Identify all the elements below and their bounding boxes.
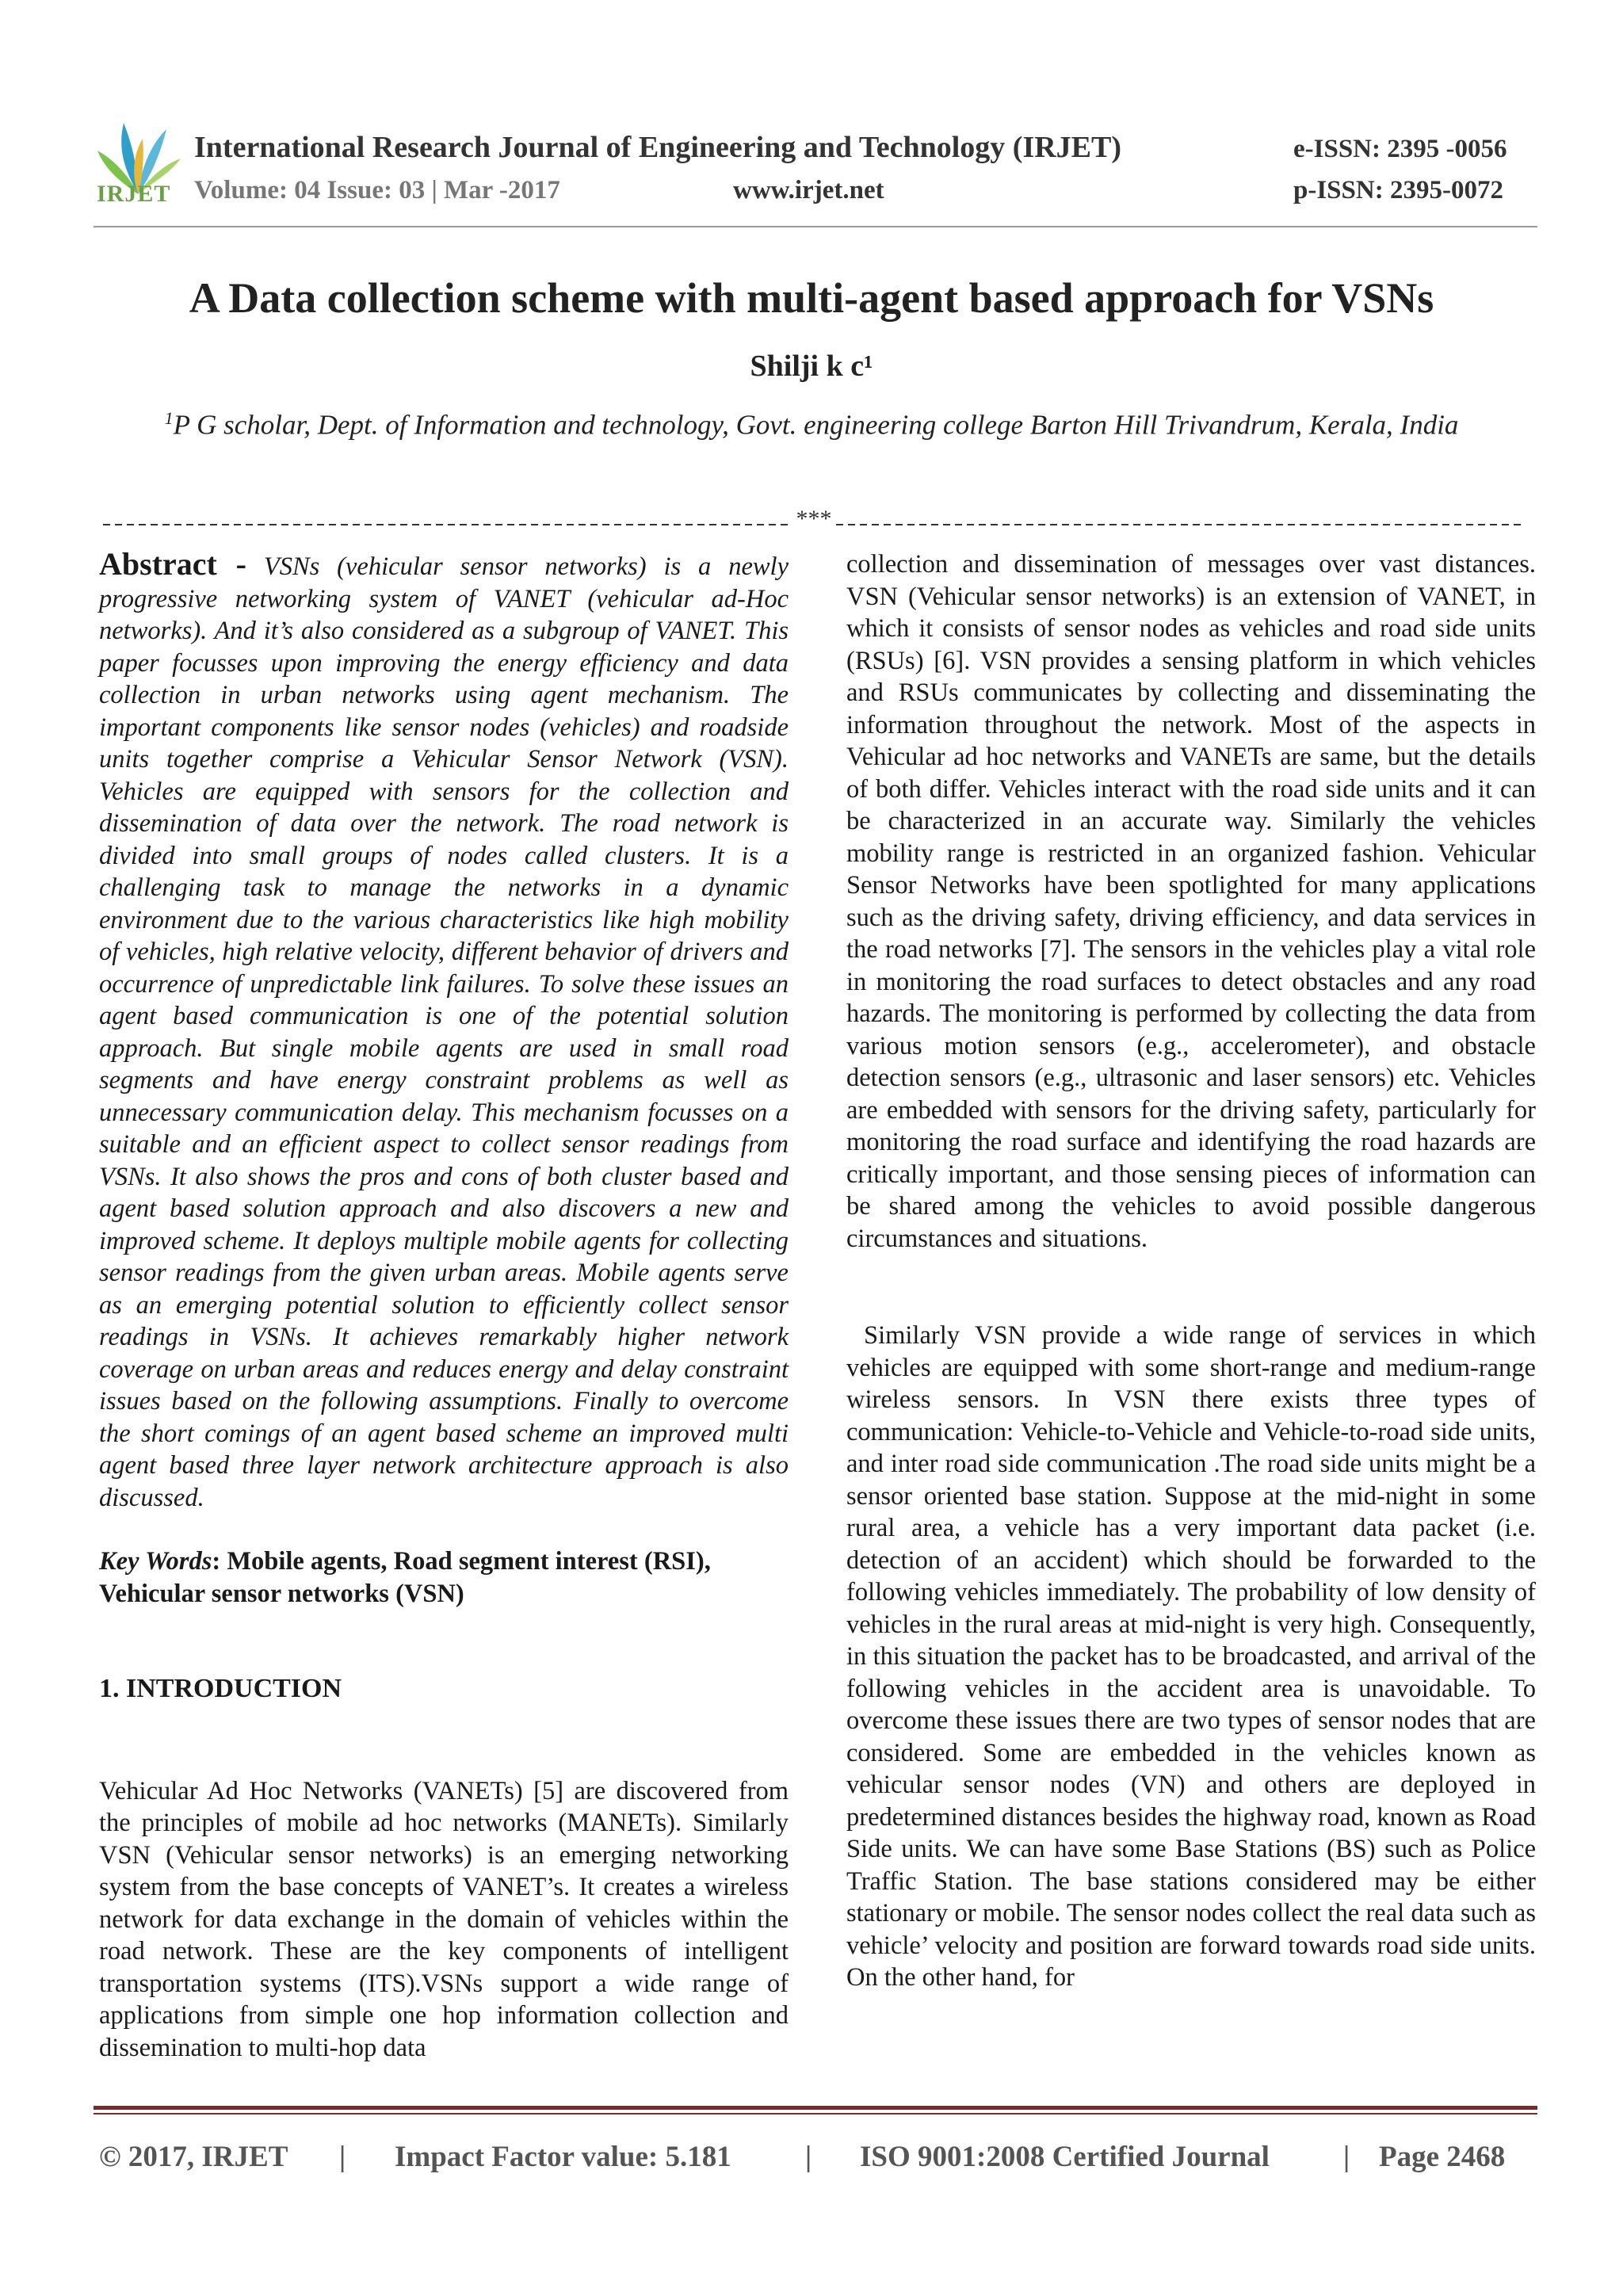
- keywords-text: Mobile agents, Road segment interest (RSI), Vehicular sensor networks (VSN): [99, 1547, 711, 1608]
- keywords-label: Key Words: [99, 1547, 212, 1576]
- footer-divider-2: |: [805, 2141, 812, 2173]
- right-column: [846, 548, 1536, 1994]
- footer-impact-factor: Impact Factor value: 5.181: [395, 2141, 731, 2173]
- section-separator: [103, 509, 1526, 533]
- affiliation-mark: 1: [164, 408, 174, 428]
- intro-paragraph-1: Vehicular Ad Hoc Networks (VANETs) [5] are discovered from the principles of mobile ad hoc networks (MANETs). Similarly VSN (Vehicular sensor networks) is an emerging networking system from the base concepts of VANET’s. It creates a wireless network for data exchange in the domain of vehicles within the road network. These are the key components of intelligent transportation systems (ITS).VSNs support a wide range of applications from simple one hop information collection and dissemination to multi-hop data: [99, 1776, 789, 2062]
- intro-paragraph-1-continued: collection and dissemination of messages over vast distances. VSN (Vehicular sensor networks) is an extension of VANET, in which it consists of sensor nodes as vehicles and road side units (RSUs) [6]. VSN provides a sensing platform in which vehicles and RSUs communicates by collecting and disseminating the information throughout the network. Most of the aspects in Vehicular ad hoc networks and VANETs are same, but the details of both differ. Vehicles interact with the road side units and it can be characterized in an accurate way. Similarly the vehicles mobility range is restricted in an organized fashion. Vehicular Sensor Networks have been spotlighted for many applications such as the driving safety, driving efficiency, and data services in the road networks [7]. The sensors in the vehicles play a vital role in monitoring the road surfaces to detect obstacles and any road hazards. The monitoring is performed by collecting the data from various motion sensors (e.g., accelerometer), and obstacle detection sensors (e.g., ultrasonic and laser sensors) etc. Vehicles are embedded with sensors for the driving safety, particularly for monitoring the road surface and identifying the road hazards are critically important, and those sensing pieces of information can be shared among the vehicles to avoid possible dangerous circumstances and situations.: [846, 550, 1536, 1253]
- abstract: [99, 548, 789, 1514]
- author-affiliation: [0, 408, 1623, 441]
- volume-issue: Volume: 04 Issue: 03 | Mar -2017: [194, 176, 560, 204]
- header-divider: [94, 226, 1537, 227]
- keywords: Key Words: Mobile agents, Road segment interest (RSI), Vehicular sensor networks (VSN): [99, 1547, 711, 1608]
- footer-divider-1: |: [339, 2141, 346, 2173]
- affiliation-text: P G scholar, Dept. of Information and technology, Govt. engineering college Barton Hill Trivandrum, Kerala, India: [173, 409, 1459, 441]
- footer-page-number: Page 2468: [1379, 2141, 1506, 2173]
- footer-copyright: © 2017, IRJET: [99, 2141, 288, 2173]
- footer-divider-thick: [94, 2106, 1537, 2110]
- journal-name: International Research Journal of Engineering and Technology (IRJET): [194, 131, 1122, 164]
- footer-divider-3: |: [1343, 2141, 1350, 2173]
- abstract-heading: Abstract -: [99, 546, 246, 582]
- paper-title: A Data collection scheme with multi-agent based approach for VSNs: [189, 274, 1434, 322]
- left-column: [99, 548, 789, 2064]
- intro-paragraph-2: Similarly VSN provide a wide range of services in which vehicles are equipped with some short-range and medium-range wireless sensors. In VSN there exists three types of communication: Vehicle-to-Vehicle and Vehicle-to-road side units, and inter road side communication .The road side units might be a sensor oriented base station. Suppose at the mid-night in some rural area, a vehicle has a very important data packet (i.e. detection of an accident) which should be forwarded to the following vehicles immediately. The probability of low density of vehicles in the rural areas at mid-night is very high. Consequently, in this situation the packet has to be broadcasted, and arrival of the following vehicles in the accident area is unavoidable. To overcome these issues there are two types of sensor nodes that are considered. Some are embedded in the vehicles known as vehicular sensor nodes (VN) and others are deployed in predetermined distances besides the highway road, known as Road Side units. We can have some Base Stations (BS) such as Police Traffic Station. The base stations considered may be either stationary or mobile. The sensor nodes collect the real data such as vehicle’ velocity and position are forward towards road side units. On the other hand, for: [846, 1321, 1536, 1992]
- logo-wordmark: IRJET: [97, 181, 171, 207]
- e-issn: e-ISSN: 2395 -0056: [1293, 135, 1507, 163]
- journal-website: www.irjet.net: [733, 176, 884, 204]
- footer-divider-thin: [94, 2113, 1537, 2115]
- p-issn: p-ISSN: 2395-0072: [1293, 176, 1503, 204]
- section-heading-introduction: 1. INTRODUCTION: [99, 1674, 342, 1703]
- author-name: Shilji k c¹: [750, 350, 873, 383]
- abstract-text: VSNs (vehicular sensor networks) is a newly progressive networking system of VANET (vehicular ad-Hoc networks). And it’s also considered as a subgroup of VANET. This paper focusses upon improving the energy efficiency and data collection in urban networks using agent mechanism. The important components like sensor nodes (vehicles) and roadside units together comprise a Vehicular Sensor Network (VSN). Vehicles are equipped with sensors for the collection and dissemination of data over the network. The road network is divided into small groups of nodes called clusters. It is a challenging task to manage the networks in a dynamic environment due to the various characteristics like high mobility of vehicles, high relative velocity, different behavior of drivers and occurrence of unpredictable link failures. To solve these issues an agent based communication is one of the potential solution approach. But single mobile agents are used in small road segments and have energy constraint problems as well as unnecessary communication delay. This mechanism focusses on a suitable and an efficient aspect to collect sensor readings from VSNs. It also shows the pros and cons of both cluster based and agent based solution approach and also discovers a new and improved scheme. It deploys multiple mobile agents for collecting sensor readings from the given urban areas. Mobile agents serve as an emerging potential solution to efficiently collect sensor readings in VSNs. It achieves remarkably higher network coverage on urban areas and reduces energy and delay constraint issues based on the following assumptions. Finally to overcome the short comings of an agent based scheme an improved multi agent based three layer network architecture approach is also discussed.: [99, 552, 789, 1512]
- separator-mark: ***: [796, 509, 832, 532]
- footer-iso: ISO 9001:2008 Certified Journal: [860, 2141, 1270, 2173]
